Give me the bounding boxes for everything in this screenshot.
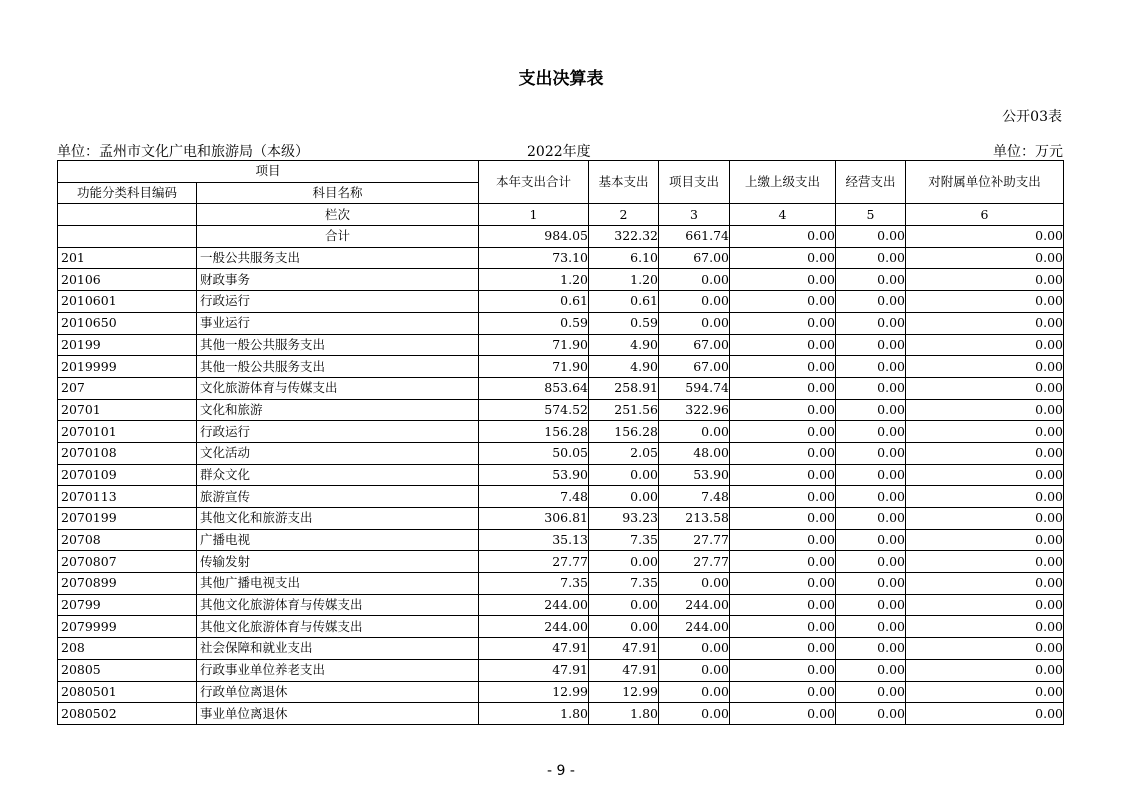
value-cell: 0.00 [730, 703, 836, 725]
value-cell: 574.52 [479, 399, 589, 421]
value-cell: 0.00 [906, 529, 1064, 551]
value-cell: 0.00 [659, 573, 730, 595]
code-cell [58, 204, 197, 226]
subject-code: 201 [58, 247, 197, 269]
value-cell: 244.00 [659, 594, 730, 616]
currency-unit: 单位：万元 [993, 144, 1063, 160]
column-index-row [58, 204, 1064, 226]
value-cell: 0.59 [479, 312, 589, 334]
value-cell: 0.00 [836, 356, 906, 378]
value-cell: 0.00 [730, 312, 836, 334]
value-cell: 1.20 [589, 269, 659, 291]
value-cell: 0.00 [836, 421, 906, 443]
value-cell: 0.00 [906, 377, 1064, 399]
value-cell: 661.74 [659, 226, 730, 248]
value-cell: 306.81 [479, 508, 589, 530]
value-cell: 53.90 [479, 464, 589, 486]
value-cell: 27.77 [659, 551, 730, 573]
value-cell: 0.00 [906, 247, 1064, 269]
subject-name: 文化活动 [197, 442, 479, 464]
value-cell: 27.77 [659, 529, 730, 551]
value-cell: 0.00 [906, 226, 1064, 248]
subject-code: 2080501 [58, 681, 197, 703]
value-cell: 0.00 [589, 616, 659, 638]
value-cell: 0.00 [730, 247, 836, 269]
value-cell: 251.56 [589, 399, 659, 421]
fiscal-year: 2022年度 [527, 144, 591, 160]
value-cell: 2.05 [589, 442, 659, 464]
value-cell: 0.00 [659, 269, 730, 291]
subject-name: 行政单位离退休 [197, 681, 479, 703]
subject-name: 群众文化 [197, 464, 479, 486]
column-index: 1 [479, 204, 589, 226]
subject-code: 207 [58, 377, 197, 399]
subject-code: 2070199 [58, 508, 197, 530]
value-cell: 0.00 [659, 638, 730, 660]
subject-code: 2080502 [58, 703, 197, 725]
value-cell: 0.00 [836, 638, 906, 660]
header-project: 项目支出 [659, 161, 730, 204]
value-cell: 0.00 [659, 312, 730, 334]
subject-code: 2070899 [58, 573, 197, 595]
value-cell: 0.00 [730, 464, 836, 486]
value-cell: 156.28 [479, 421, 589, 443]
value-cell: 0.00 [836, 226, 906, 248]
value-cell: 0.00 [906, 442, 1064, 464]
value-cell: 0.00 [906, 464, 1064, 486]
value-cell: 1.80 [589, 703, 659, 725]
value-cell: 0.00 [906, 291, 1064, 313]
unit-info-row [57, 141, 1063, 159]
subject-code: 20805 [58, 659, 197, 681]
table-row [58, 291, 1064, 313]
value-cell: 0.00 [906, 703, 1064, 725]
value-cell: 0.00 [836, 573, 906, 595]
page-number: - 9 - [547, 763, 575, 779]
value-cell: 0.00 [836, 486, 906, 508]
table-row [58, 334, 1064, 356]
table-row [58, 464, 1064, 486]
column-index: 5 [836, 204, 906, 226]
value-cell: 0.00 [730, 551, 836, 573]
subject-name: 财政事务 [197, 269, 479, 291]
subject-code: 2010650 [58, 312, 197, 334]
value-cell: 0.00 [906, 421, 1064, 443]
value-cell: 0.00 [730, 226, 836, 248]
value-cell: 0.00 [836, 312, 906, 334]
subject-name: 行政事业单位养老支出 [197, 659, 479, 681]
form-number: 公开03表 [1002, 109, 1062, 125]
value-cell: 0.00 [589, 551, 659, 573]
value-cell: 0.00 [659, 421, 730, 443]
value-cell: 12.99 [589, 681, 659, 703]
value-cell: 7.48 [659, 486, 730, 508]
subject-name: 事业单位离退休 [197, 703, 479, 725]
table-row [58, 421, 1064, 443]
value-cell: 0.00 [906, 573, 1064, 595]
value-cell: 0.00 [906, 486, 1064, 508]
code-cell [58, 226, 197, 248]
value-cell: 984.05 [479, 226, 589, 248]
value-cell: 0.00 [730, 356, 836, 378]
value-cell: 47.91 [589, 638, 659, 660]
table-row [58, 616, 1064, 638]
subject-name: 一般公共服务支出 [197, 247, 479, 269]
value-cell: 156.28 [589, 421, 659, 443]
subject-code: 20799 [58, 594, 197, 616]
column-index: 3 [659, 204, 730, 226]
value-cell: 0.00 [730, 377, 836, 399]
value-cell: 0.00 [589, 486, 659, 508]
subject-name: 传输发射 [197, 551, 479, 573]
value-cell: 0.00 [730, 442, 836, 464]
value-cell: 0.00 [836, 269, 906, 291]
value-cell: 67.00 [659, 356, 730, 378]
subject-code: 20199 [58, 334, 197, 356]
value-cell: 50.05 [479, 442, 589, 464]
value-cell: 4.90 [589, 334, 659, 356]
table-row [58, 594, 1064, 616]
header-code: 功能分类科目编码 [58, 182, 197, 204]
subject-code: 2010601 [58, 291, 197, 313]
value-cell: 0.00 [836, 377, 906, 399]
reporting-unit: 单位：孟州市文化广电和旅游局（本级） [57, 144, 309, 160]
value-cell: 0.61 [479, 291, 589, 313]
subject-code: 2070101 [58, 421, 197, 443]
value-cell: 0.00 [659, 703, 730, 725]
value-cell: 0.00 [730, 659, 836, 681]
value-cell: 258.91 [589, 377, 659, 399]
expenditure-table [57, 160, 1064, 725]
value-cell: 7.48 [479, 486, 589, 508]
value-cell: 0.00 [836, 442, 906, 464]
value-cell: 0.00 [730, 681, 836, 703]
value-cell: 0.00 [906, 638, 1064, 660]
value-cell: 0.00 [836, 616, 906, 638]
value-cell: 322.32 [589, 226, 659, 248]
value-cell: 0.00 [906, 551, 1064, 573]
value-cell: 0.00 [836, 508, 906, 530]
value-cell: 213.58 [659, 508, 730, 530]
table-row [58, 269, 1064, 291]
value-cell: 0.00 [906, 508, 1064, 530]
value-cell: 594.74 [659, 377, 730, 399]
value-cell: 0.61 [589, 291, 659, 313]
header-subsidy: 对附属单位补助支出 [906, 161, 1064, 204]
subject-name: 其他文化旅游体育与传媒支出 [197, 616, 479, 638]
value-cell: 0.00 [836, 464, 906, 486]
column-index: 4 [730, 204, 836, 226]
subject-name: 文化旅游体育与传媒支出 [197, 377, 479, 399]
column-index: 2 [589, 204, 659, 226]
value-cell: 0.00 [730, 638, 836, 660]
value-cell: 12.99 [479, 681, 589, 703]
table-row [58, 551, 1064, 573]
value-cell: 7.35 [589, 573, 659, 595]
value-cell: 0.00 [836, 594, 906, 616]
subject-code: 20701 [58, 399, 197, 421]
value-cell: 0.00 [836, 247, 906, 269]
table-row [58, 573, 1064, 595]
subject-name: 其他一般公共服务支出 [197, 356, 479, 378]
subject-name: 其他一般公共服务支出 [197, 334, 479, 356]
table-row [58, 486, 1064, 508]
value-cell: 1.80 [479, 703, 589, 725]
page-title: 支出决算表 [518, 69, 604, 89]
value-cell: 73.10 [479, 247, 589, 269]
table-row [58, 247, 1064, 269]
table-row [58, 312, 1064, 334]
table-row [58, 508, 1064, 530]
value-cell: 0.00 [730, 399, 836, 421]
value-cell: 0.00 [836, 334, 906, 356]
sum-row [58, 226, 1064, 248]
value-cell: 0.00 [836, 291, 906, 313]
table-row [58, 399, 1064, 421]
table-row [58, 529, 1064, 551]
value-cell: 0.00 [906, 269, 1064, 291]
subject-code: 2079999 [58, 616, 197, 638]
value-cell: 244.00 [479, 594, 589, 616]
value-cell: 0.00 [730, 291, 836, 313]
header-item: 项目 [58, 161, 479, 183]
value-cell: 0.00 [730, 269, 836, 291]
value-cell: 0.00 [836, 529, 906, 551]
value-cell: 0.00 [836, 681, 906, 703]
value-cell: 0.00 [730, 573, 836, 595]
value-cell: 53.90 [659, 464, 730, 486]
value-cell: 853.64 [479, 377, 589, 399]
table-row [58, 442, 1064, 464]
subject-name: 广播电视 [197, 529, 479, 551]
value-cell: 6.10 [589, 247, 659, 269]
subject-name: 社会保障和就业支出 [197, 638, 479, 660]
subject-code: 2070807 [58, 551, 197, 573]
value-cell: 93.23 [589, 508, 659, 530]
subject-code: 2019999 [58, 356, 197, 378]
value-cell: 71.90 [479, 334, 589, 356]
table-row [58, 377, 1064, 399]
subject-code: 20106 [58, 269, 197, 291]
table-row [58, 356, 1064, 378]
value-cell: 0.00 [906, 399, 1064, 421]
header-name: 科目名称 [197, 182, 479, 204]
header-upper: 上缴上级支出 [730, 161, 836, 204]
value-cell: 0.00 [836, 659, 906, 681]
value-cell: 0.00 [659, 681, 730, 703]
subject-name: 行政运行 [197, 291, 479, 313]
value-cell: 244.00 [659, 616, 730, 638]
value-cell: 0.00 [730, 508, 836, 530]
value-cell: 7.35 [589, 529, 659, 551]
value-cell: 0.00 [906, 594, 1064, 616]
value-cell: 67.00 [659, 334, 730, 356]
value-cell: 35.13 [479, 529, 589, 551]
table-row [58, 638, 1064, 660]
value-cell: 0.00 [730, 334, 836, 356]
value-cell: 0.59 [589, 312, 659, 334]
value-cell: 0.00 [906, 659, 1064, 681]
subject-code: 2070113 [58, 486, 197, 508]
value-cell: 4.90 [589, 356, 659, 378]
value-cell: 0.00 [730, 594, 836, 616]
subject-code: 2070108 [58, 442, 197, 464]
sum-label: 合计 [197, 226, 479, 248]
value-cell: 0.00 [589, 464, 659, 486]
value-cell: 47.91 [479, 638, 589, 660]
column-index-label: 栏次 [197, 204, 479, 226]
value-cell: 0.00 [730, 529, 836, 551]
header-business: 经营支出 [836, 161, 906, 204]
subject-name: 旅游宣传 [197, 486, 479, 508]
value-cell: 0.00 [906, 681, 1064, 703]
header-total: 本年支出合计 [479, 161, 589, 204]
table-row [58, 659, 1064, 681]
subject-name: 行政运行 [197, 421, 479, 443]
value-cell: 0.00 [906, 616, 1064, 638]
value-cell: 47.91 [479, 659, 589, 681]
subject-name: 事业运行 [197, 312, 479, 334]
column-index: 6 [906, 204, 1064, 226]
value-cell: 0.00 [906, 334, 1064, 356]
subject-code: 20708 [58, 529, 197, 551]
value-cell: 0.00 [730, 421, 836, 443]
subject-name: 其他广播电视支出 [197, 573, 479, 595]
value-cell: 71.90 [479, 356, 589, 378]
value-cell: 27.77 [479, 551, 589, 573]
value-cell: 48.00 [659, 442, 730, 464]
table-row [58, 681, 1064, 703]
header-basic: 基本支出 [589, 161, 659, 204]
value-cell: 0.00 [659, 291, 730, 313]
value-cell: 0.00 [589, 594, 659, 616]
table-row [58, 703, 1064, 725]
subject-code: 2070109 [58, 464, 197, 486]
value-cell: 0.00 [730, 486, 836, 508]
value-cell: 0.00 [906, 356, 1064, 378]
value-cell: 47.91 [589, 659, 659, 681]
value-cell: 322.96 [659, 399, 730, 421]
subject-name: 文化和旅游 [197, 399, 479, 421]
value-cell: 1.20 [479, 269, 589, 291]
value-cell: 7.35 [479, 573, 589, 595]
value-cell: 0.00 [730, 616, 836, 638]
value-cell: 67.00 [659, 247, 730, 269]
value-cell: 0.00 [836, 703, 906, 725]
value-cell: 0.00 [836, 551, 906, 573]
value-cell: 0.00 [659, 659, 730, 681]
value-cell: 0.00 [906, 312, 1064, 334]
subject-code: 208 [58, 638, 197, 660]
subject-name: 其他文化旅游体育与传媒支出 [197, 594, 479, 616]
subject-name: 其他文化和旅游支出 [197, 508, 479, 530]
value-cell: 0.00 [836, 399, 906, 421]
value-cell: 244.00 [479, 616, 589, 638]
